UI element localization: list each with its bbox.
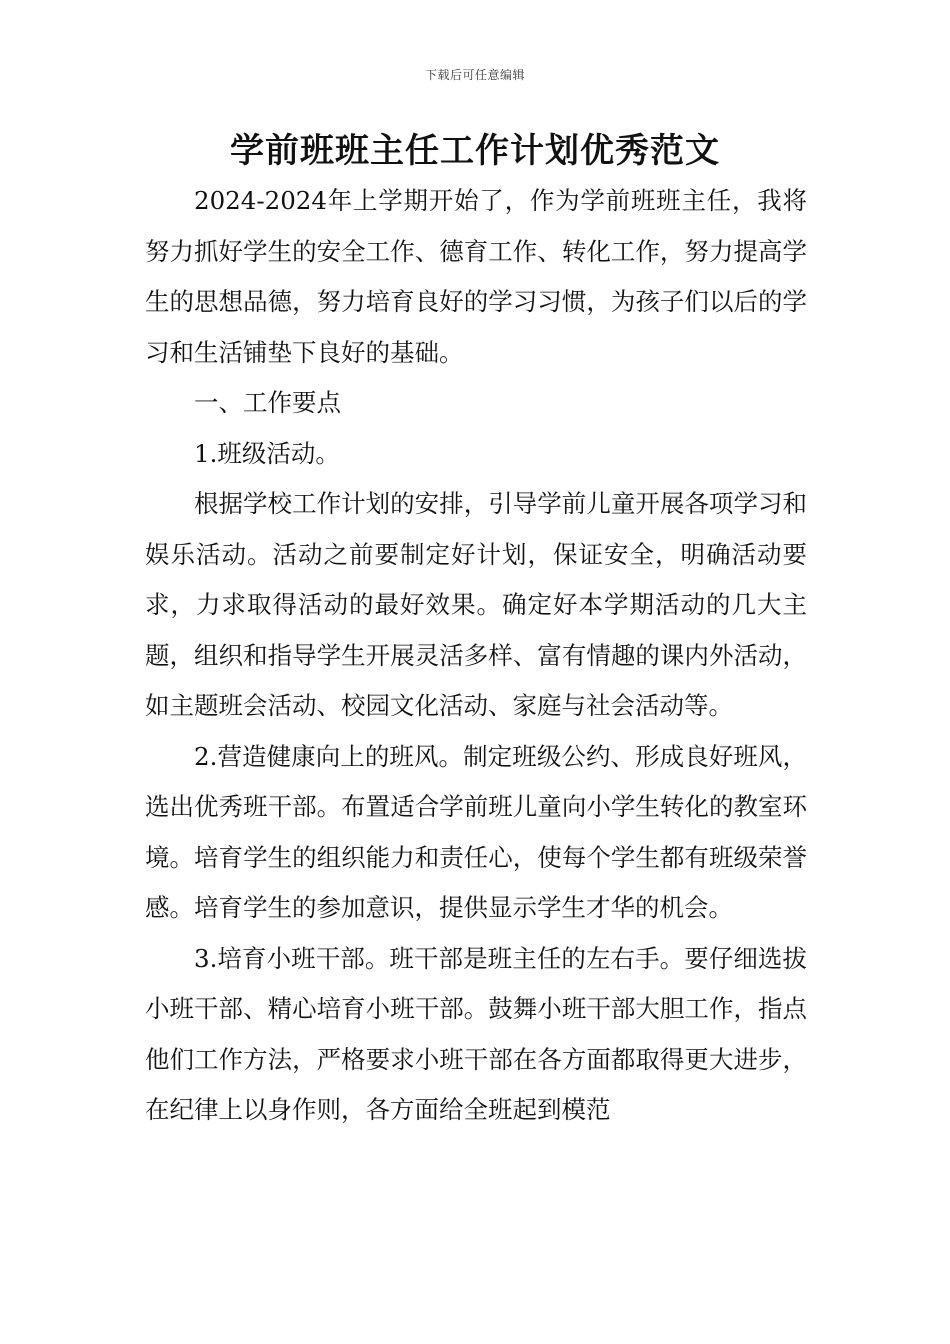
document-body (145, 176, 807, 1136)
document-title: 学前班班主任工作计划优秀范文 (230, 131, 720, 171)
paragraph-class-activities: 根据学校工作计划的安排，引导学前儿童开展各项学习和娱乐活动。活动之前要制定好计划，保证安全，明确活动要求，力求取得活动的最好效果。确定好本学期活动的几大主题，组织和指导学生开展灵活多样、富有情趣的课内外活动，如主题班会活动、校园文化活动、家庭与社会活动等。 (145, 489, 807, 720)
paragraph-class-leaders: 3.培育小班干部。班干部是班主任的左右手。要仔细选拔小班干部、精心培育小班干部。鼓舞小班干部大胆工作，指点他们工作方法，严格要求小班干部在各方面都取得更大进步，在纪律上以身作则，各方面给全班起到模范 (145, 943, 807, 1124)
intro-paragraph: 2024-2024年上学期开始了，作为学前班班主任，我将努力抓好学生的安全工作、德育工作、转化工作，努力提高学生的思想品德，努力培育良好的学习习惯，为孩子们以后的学习和生活铺垫下良好的基础。 (145, 186, 807, 367)
subheading-class-activities: 1.班级活动。 (194, 438, 340, 468)
section-heading-work-points: 一、工作要点 (194, 388, 341, 417)
paragraph-class-spirit: 2.营造健康向上的班风。制定班级公约、形成良好班风，选出优秀班干部。布置适合学前班儿童向小学生转化的教室环境。培育学生的组织能力和责任心，使每个学生都有班级荣誉感。培育学生的参加意识，提供显示学生才华的机会。 (145, 741, 807, 922)
header-note: 下载后可任意编辑 (424, 68, 525, 82)
